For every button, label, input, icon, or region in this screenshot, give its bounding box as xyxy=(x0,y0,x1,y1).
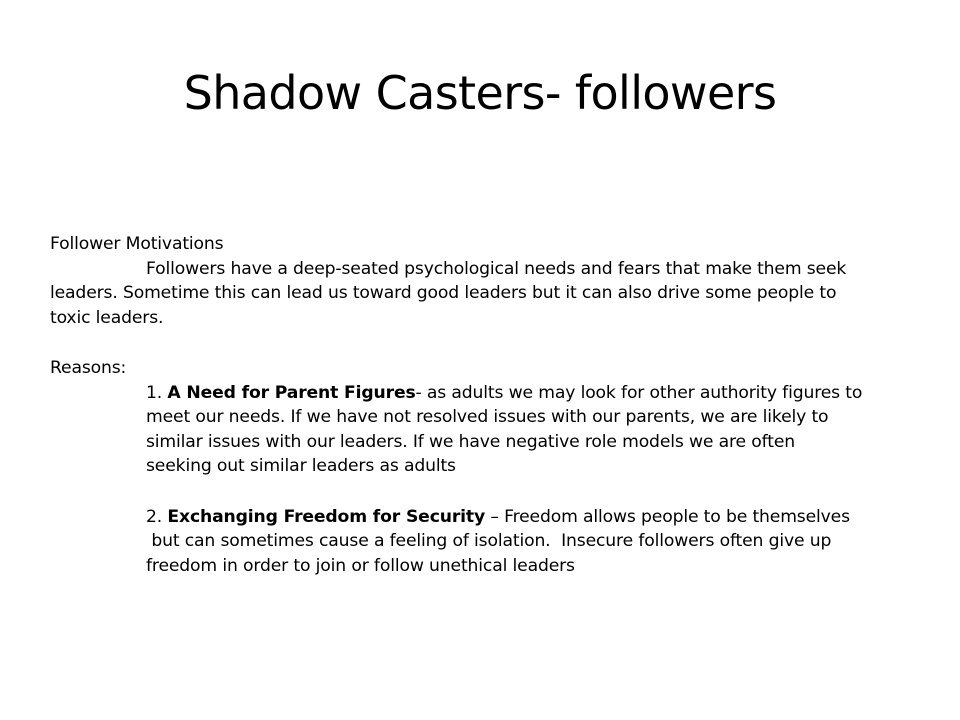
motivations-line-2: leaders. Sometime this can lead us toward good leaders but it can also drive some people to xyxy=(50,283,837,303)
reason-2-title: Exchanging Freedom for Security xyxy=(167,506,486,527)
slide-body xyxy=(50,232,955,578)
reasons-heading: Reasons: xyxy=(50,358,127,378)
reason-1-number: 1. xyxy=(146,382,168,403)
reason-1-title: A Need for Parent Figures xyxy=(167,382,416,403)
reason-2-line-3: freedom in order to join or follow unethical leaders xyxy=(146,555,575,576)
slide-title: Shadow Casters- followers xyxy=(183,66,777,120)
motivations-line-3: toxic leaders. xyxy=(50,307,164,328)
spacer xyxy=(50,479,955,505)
reason-2-line-2: but can sometimes cause a feeling of isolation. Insecure followers often give up xyxy=(146,531,832,551)
reason-1-line-2: meet our needs. If we have not resolved issues with our parents, we are likely to xyxy=(146,407,829,427)
spacer xyxy=(50,330,955,356)
reason-2-number: 2. xyxy=(146,506,168,527)
reason-2-text: – Freedom allows people to be themselves xyxy=(485,506,850,527)
motivations-line-1: Followers have a deep-seated psychological needs and fears that make them seek xyxy=(146,258,847,279)
reason-2-first-line xyxy=(50,505,955,530)
reason-1-text: - as adults we may look for other authority figures to xyxy=(415,382,863,403)
reason-1-first-line xyxy=(50,381,955,406)
reason-1-line-3: similar issues with our leaders. If we have negative role models we are often xyxy=(146,431,796,452)
motivations-heading: Follower Motivations xyxy=(50,234,224,254)
reason-1-line-4: seeking out similar leaders as adults xyxy=(146,456,456,476)
